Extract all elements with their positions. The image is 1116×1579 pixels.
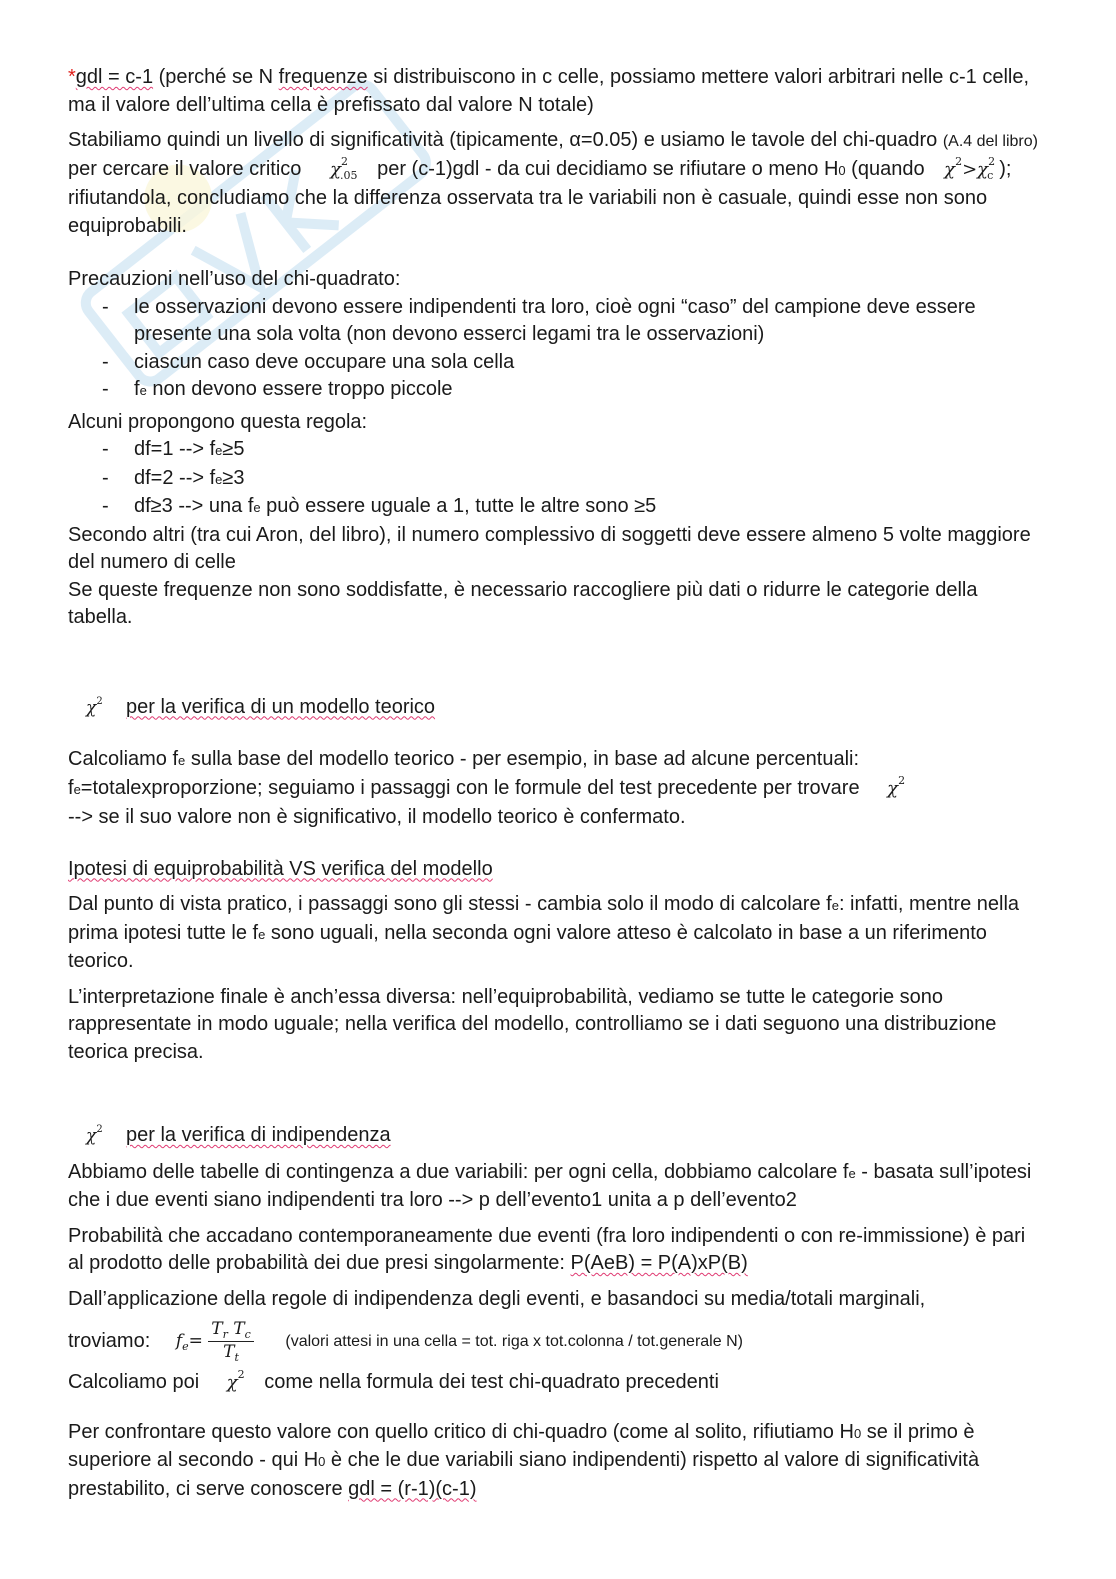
chi-square-symbol: $\chi^2$ [226, 1368, 245, 1393]
calc-paragraph: Calcoliamo poi $\chi^2$ come nella formula dei test chi-quadrato precedenti [68, 1369, 1043, 1399]
more-data-paragraph: Se queste frequenze non sono soddisfatte, è necessario raccogliere più dati o ridurre le categorie della tabella. [68, 578, 978, 628]
aron-paragraph: Secondo altri (tra cui Aron, del libro), il numero complessivo di soggetti deve essere almeno 5 volte maggiore del numero di celle [68, 523, 1031, 573]
rule-title: Alcuni propongono questa regola: [68, 410, 368, 433]
model-heading: $\chi^2$ per la verifica di un modello teorico [68, 694, 1043, 725]
significance-paragraph: Stabiliamo quindi un livello di significatività (tipicamente, α=0.05) e usiamo le tavole del chi-quadro (A.4 del libro) per cercare il valore critico $\chi^2_{.05}$ per (c-1)gdl - da cui decidiamo se rifiutare o meno H0 (quando $\chi^2>\chi^2_c$ ); rifiutandola, concludiamo che la differenza osservata tra le variabili non è casuale, quindi esse non sono equiprobabili. [68, 129, 1038, 237]
chi-square-icon: $\chi^2$ [86, 695, 103, 718]
list-item: - le osservazioni devono essere indipendenti tra loro, cioè ogni “caso” del campione deve essere presente una sola volta (non devono esserci legami tra le osservazioni) [102, 294, 1043, 349]
chi-critical-symbol: $\chi^2_{.05}$ [330, 154, 358, 182]
rule-list [68, 436, 1043, 522]
list-item: - ciascun caso deve occupare una sola cella [102, 349, 1043, 377]
model-paragraph: Calcoliamo fe sulla base del modello teorico - per esempio, in base ad alcune percentuali: fe=totalexproporzione; seguiamo i passaggi con le formule del test precedente per trovare $\chi^2$ --> se il suo valore non è significativo, il modello teorico è confermato. [68, 748, 906, 828]
expected-frequency-formula: $f_e=$ $\frac{T_r T_c}{T_t}$ [176, 1319, 254, 1364]
interpretation-paragraph: L’interpretazione finale è anch’essa diversa: nell’equiprobabilità, vediamo se tutte le categorie sono rappresentate in modo uguale; nella verifica del modello, controlliamo se i dati seguono una distribuzione teorica precisa. [68, 985, 997, 1063]
precautions-list [68, 294, 1043, 405]
contingency-paragraph: Abbiamo delle tabelle di contingenza a due variabili: per ogni cella, dobbiamo calcolare fe - basata sull’ipotesi che i due eventi siano indipendenti tra loro --> p dell’evento1 unita a p dell’evento2 [68, 1160, 1032, 1211]
final-paragraph: Per confrontare questo valore con quello critico di chi-quadro (come al solito, rifiutiamo H0 se il primo è superiore al secondo - qui H0 è che le due variabili siano indipendenti) rispetto al valore di significatività prestabilito, ci serve conoscere gdl = (r-1)(c-1) [68, 1420, 980, 1500]
gdl-term: gdl = c-1 [75, 66, 154, 88]
gdl-formula: gdl = (r-1)(c-1) [348, 1477, 477, 1500]
expected-formula-line: troviamo: $f_e=$ $\frac{T_r T_c}{T_t}$ (valori attesi in una cella = tot. riga x tot.colonna / tot.generale N) [68, 1319, 743, 1364]
document-body [68, 64, 1043, 1503]
chi-square-symbol: $\chi^2$ [887, 773, 906, 799]
list-item: - df=2 --> fe≥3 [102, 465, 1043, 494]
chi-square-icon: $\chi^2$ [86, 1124, 103, 1146]
probability-paragraph: Probabilità che accadano contemporaneamente due eventi (fra loro indipendenti o con re-immissione) è pari al prodotto delle probabilità dei due presi singolarmente: P(AeB) = P(A)xP(B) [68, 1224, 1026, 1274]
formula-note: (valori attesi in una cella = tot. riga x tot.colonna / tot.generale N) [285, 1332, 743, 1350]
apply-paragraph: Dall’applicazione della regole di indipendenza degli eventi, e basandoci su media/totali marginali, [68, 1287, 926, 1310]
indep-heading: $\chi^2$ per la verifica di indipendenza [68, 1122, 1043, 1153]
gdl-paragraph: *gdl = c-1 (perché se N frequenze si distribuiscono in c celle, possiamo mettere valori arbitrari nelle c-1 celle, ma il valore dell’ultima cella è prefissato dal valore N totale) [68, 66, 1030, 116]
list-item: - df=1 --> fe≥5 [102, 436, 1043, 465]
chi-condition-symbol: $\chi^2>\chi^2_c$ [944, 154, 996, 182]
compare-heading: Ipotesi di equiprobabilità VS verifica del modello [68, 857, 493, 880]
precautions-title: Precauzioni nell’uso del chi-quadrato: [68, 268, 401, 290]
list-item: - df≥3 --> una fe può essere uguale a 1, tutte le altre sono ≥5 [102, 493, 1043, 522]
probability-formula: P(AeB) = P(A)xP(B) [570, 1252, 748, 1274]
asterisk-mark: * [68, 66, 76, 88]
list-item: - fe non devono essere troppo piccole [102, 376, 1043, 405]
compare-paragraph: Dal punto di vista pratico, i passaggi sono gli stessi - cambia solo il modo di calcolare fe: infatti, mentre nella prima ipotesi tutte le fe sono uguali, nella seconda ogni valore atteso è calcolato in base a un riferimento teorico. [68, 893, 1020, 972]
